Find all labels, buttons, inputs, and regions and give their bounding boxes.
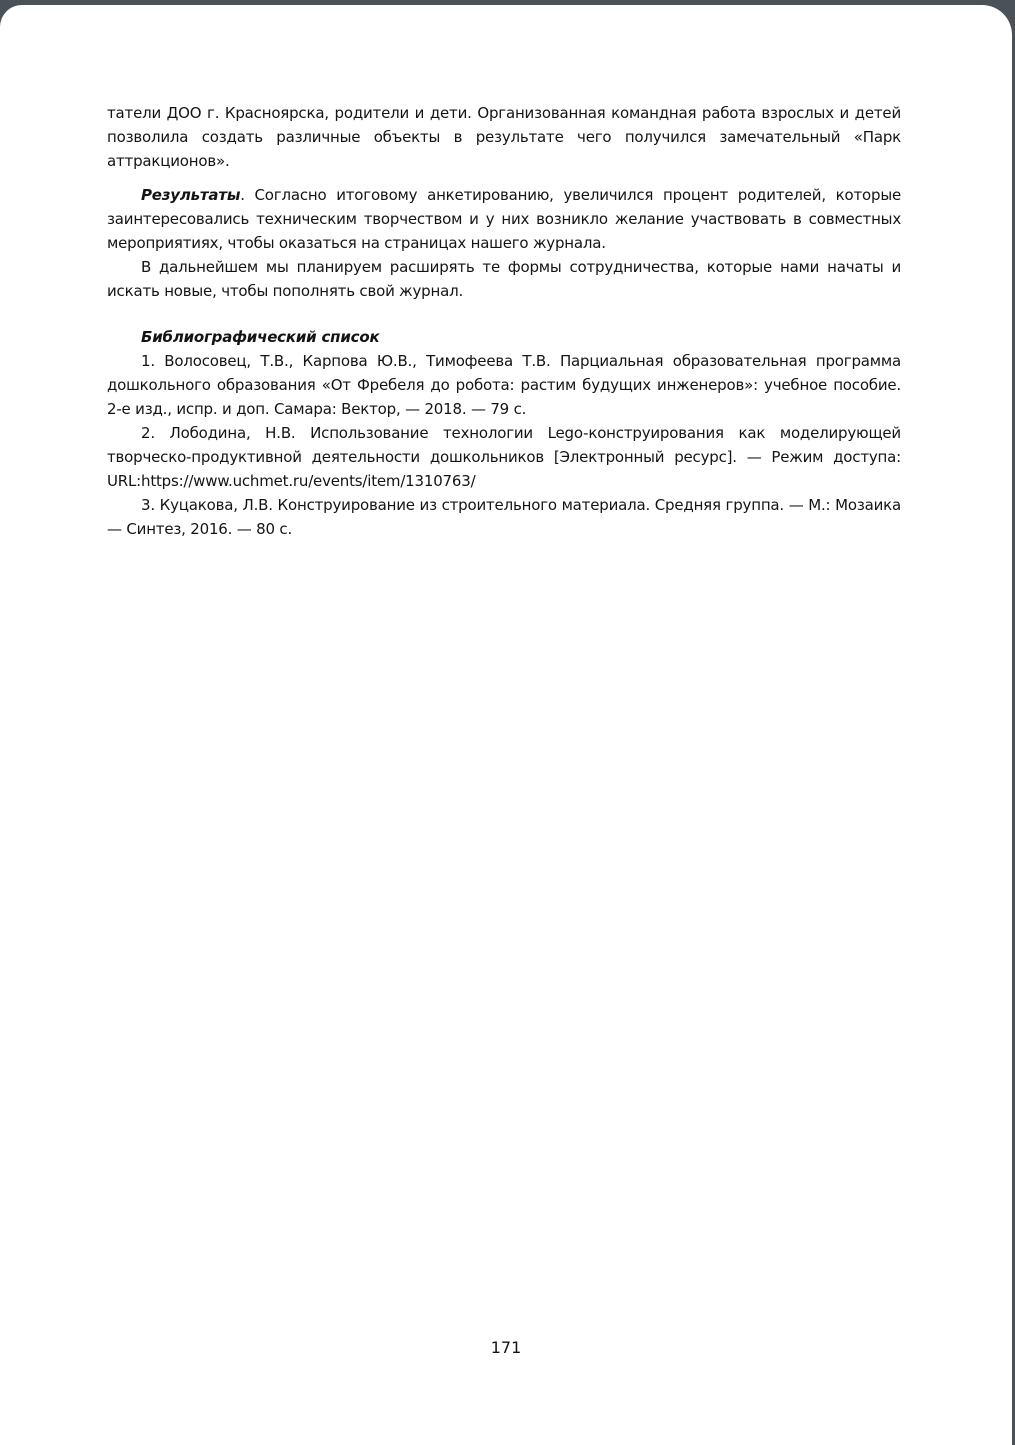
results-lead: Результаты <box>141 186 241 204</box>
bibliography-item: 2. Лободина, Н.В. Использование технологии Lego-конструирования как моделирующей творческо-продуктивной деятельности дошкольников [Электронный ресурс]. — Режим доступа: URL:https://www.uchmet.ru/events/item/1310763/ <box>107 424 901 490</box>
page-number: 171 <box>490 1338 522 1357</box>
results-text: . Согласно итоговому анкетированию, увеличился процент родителей, которые заинтересовались техническим творчеством и у них возникло желание участвовать в совместных мероприятиях, чтобы оказаться на страницах нашего журнала. <box>107 186 901 252</box>
bibliography-item: 3. Куцакова, Л.В. Конструирование из строительного материала. Средняя группа. — М.: Мозаика — Синтез, 2016. — 80 с. <box>107 496 901 538</box>
paragraph-future-plans: В дальнейшем мы планируем расширять те формы сотрудничества, которые нами начаты и искать новые, чтобы пополнять свой журнал. <box>107 258 901 300</box>
paragraph-intro-continued: татели ДОО г. Красноярска, родители и дети. Организованная командная работа взрослых и детей позволила создать различные объекты в результате чего получился замечательный «Парк аттракционов». <box>107 104 901 170</box>
document-page <box>0 5 1012 1445</box>
bibliography-heading: Библиографический список <box>141 328 380 346</box>
bibliography-item: 1. Волосовец, Т.В., Карпова Ю.В., Тимофеева Т.В. Парциальная образовательная программа дошкольного образования «От Фребеля до робота: растим будущих инженеров»: учебное пособие. 2-е изд., испр. и доп. Самара: Вектор, — 2018. — 79 с. <box>107 352 901 418</box>
page-content <box>107 101 901 541</box>
paragraph-results <box>107 183 901 255</box>
